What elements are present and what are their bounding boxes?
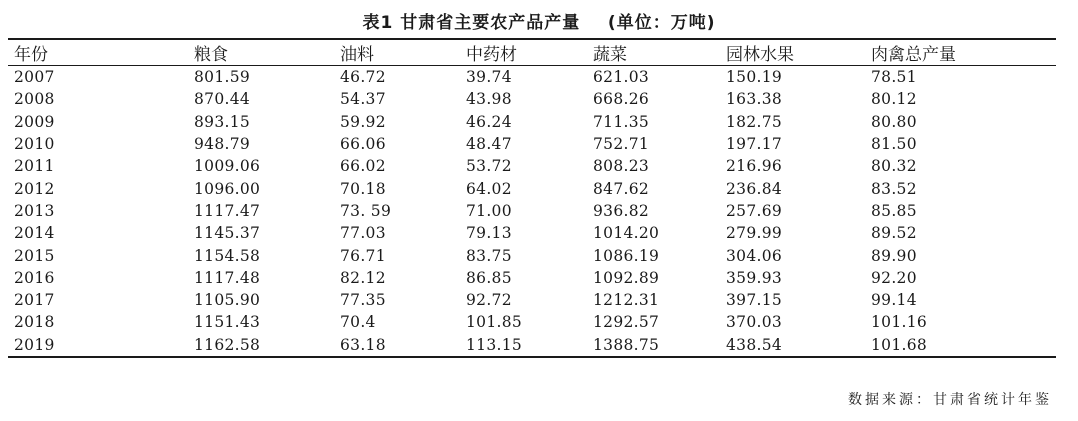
cell-oilseed: 70.4 [340,313,376,332]
cell-orchard-fruit: 359.93 [726,268,783,287]
cell-medicinal-herbs: 83.75 [466,246,512,265]
cell-oilseed: 70.18 [340,179,386,198]
cell-vegetables: 1092.89 [593,268,660,287]
cell-oilseed: 63.18 [340,335,386,354]
cell-medicinal-herbs: 71.00 [466,201,512,220]
cell-grain: 948.79 [194,135,251,154]
cell-year: 2014 [14,224,55,243]
cell-year: 2011 [14,157,55,176]
cell-orchard-fruit: 236.84 [726,179,783,198]
cell-year: 2009 [14,112,55,131]
table-row [8,133,1056,155]
cell-orchard-fruit: 257.69 [726,201,783,220]
table-row [8,111,1056,133]
table-row [8,66,1056,89]
cell-oilseed: 54.37 [340,90,386,109]
cell-grain: 893.15 [194,112,251,131]
cell-meat-poultry: 99.14 [871,291,917,310]
table-row [8,244,1056,266]
cell-medicinal-herbs: 53.72 [466,157,512,176]
cell-vegetables: 1212.31 [593,291,660,310]
cell-oilseed: 73. 59 [340,201,392,220]
cell-grain: 1009.06 [194,157,261,176]
cell-meat-poultry: 80.32 [871,157,917,176]
cell-oilseed: 77.35 [340,291,386,310]
cell-year: 2013 [14,201,55,220]
cell-meat-poultry: 101.68 [871,335,928,354]
table-row [8,200,1056,222]
cell-meat-poultry: 89.90 [871,246,917,265]
table-header [8,39,1056,66]
cell-medicinal-herbs: 43.98 [466,90,512,109]
cell-orchard-fruit: 197.17 [726,135,783,154]
cell-meat-poultry: 101.16 [871,313,928,332]
data-table-container [8,38,1056,358]
table-row [8,311,1056,333]
cell-meat-poultry: 89.52 [871,224,917,243]
cell-year: 2019 [14,335,55,354]
cell-meat-poultry: 78.51 [871,68,917,87]
cell-orchard-fruit: 397.15 [726,291,783,310]
table-row [8,289,1056,311]
cell-oilseed: 59.92 [340,112,386,131]
table-row [8,88,1056,110]
cell-year: 2015 [14,246,55,265]
cell-meat-poultry: 85.85 [871,201,917,220]
cell-medicinal-herbs: 64.02 [466,179,512,198]
cell-oilseed: 66.06 [340,135,386,154]
cell-grain: 1117.48 [194,268,261,287]
table-row [8,155,1056,177]
cell-vegetables: 668.26 [593,90,650,109]
cell-year: 2016 [14,268,55,287]
cell-year: 2007 [14,68,55,87]
cell-oilseed: 66.02 [340,157,386,176]
cell-vegetables: 808.23 [593,157,650,176]
header-year: 年份 [14,45,48,65]
cell-grain: 1145.37 [194,224,261,243]
cell-medicinal-herbs: 39.74 [466,68,512,87]
header-row [8,39,1056,66]
cell-year: 2017 [14,291,55,310]
cell-medicinal-herbs: 46.24 [466,112,512,131]
cell-orchard-fruit: 163.38 [726,90,783,109]
cell-orchard-fruit: 216.96 [726,157,783,176]
cell-orchard-fruit: 182.75 [726,112,783,131]
cell-medicinal-herbs: 79.13 [466,224,512,243]
cell-medicinal-herbs: 92.72 [466,291,512,310]
cell-year: 2018 [14,313,55,332]
cell-oilseed: 46.72 [340,68,386,87]
cell-meat-poultry: 83.52 [871,179,917,198]
cell-oilseed: 76.71 [340,246,386,265]
cell-grain: 801.59 [194,68,251,87]
cell-orchard-fruit: 150.19 [726,68,783,87]
cell-vegetables: 1014.20 [593,224,660,243]
header-orchard-fruit: 园林水果 [726,45,794,65]
header-vegetables: 蔬菜 [593,45,627,65]
cell-vegetables: 621.03 [593,68,650,87]
cell-medicinal-herbs: 101.85 [466,313,523,332]
cell-vegetables: 711.35 [593,112,650,131]
table-row [8,177,1056,199]
cell-meat-poultry: 81.50 [871,135,917,154]
cell-oilseed: 82.12 [340,268,386,287]
table-row [8,267,1056,289]
cell-meat-poultry: 80.80 [871,112,917,131]
cell-medicinal-herbs: 113.15 [466,335,523,354]
cell-orchard-fruit: 370.03 [726,313,783,332]
production-table [8,38,1056,358]
table-row [8,222,1056,244]
cell-meat-poultry: 92.20 [871,268,917,287]
table-body [8,66,1056,357]
table-title: 表1 甘肃省主要农产品产量 (单位：万吨) [362,13,716,33]
header-oilseed: 油料 [340,45,374,65]
cell-vegetables: 752.71 [593,135,650,154]
cell-grain: 1117.47 [194,201,261,220]
cell-grain: 1154.58 [194,246,261,265]
cell-vegetables: 1292.57 [593,313,660,332]
cell-grain: 1162.58 [194,335,261,354]
cell-vegetables: 847.62 [593,179,650,198]
cell-vegetables: 936.82 [593,201,650,220]
table-row [8,334,1056,357]
cell-orchard-fruit: 279.99 [726,224,783,243]
header-grain: 粮食 [194,45,228,65]
cell-medicinal-herbs: 86.85 [466,268,512,287]
cell-grain: 1151.43 [194,313,261,332]
cell-oilseed: 77.03 [340,224,386,243]
cell-orchard-fruit: 438.54 [726,335,783,354]
cell-year: 2008 [14,90,55,109]
cell-year: 2012 [14,179,55,198]
header-meat-poultry: 肉禽总产量 [871,45,956,65]
header-medicinal-herbs: 中药材 [466,45,517,65]
data-source-note: 数据来源：甘肃省统计年鉴 [848,392,1052,408]
cell-grain: 870.44 [194,90,251,109]
cell-grain: 1096.00 [194,179,261,198]
cell-orchard-fruit: 304.06 [726,246,783,265]
cell-vegetables: 1388.75 [593,335,660,354]
cell-year: 2010 [14,135,55,154]
cell-vegetables: 1086.19 [593,246,660,265]
cell-grain: 1105.90 [194,291,261,310]
cell-meat-poultry: 80.12 [871,90,917,109]
cell-medicinal-herbs: 48.47 [466,135,512,154]
